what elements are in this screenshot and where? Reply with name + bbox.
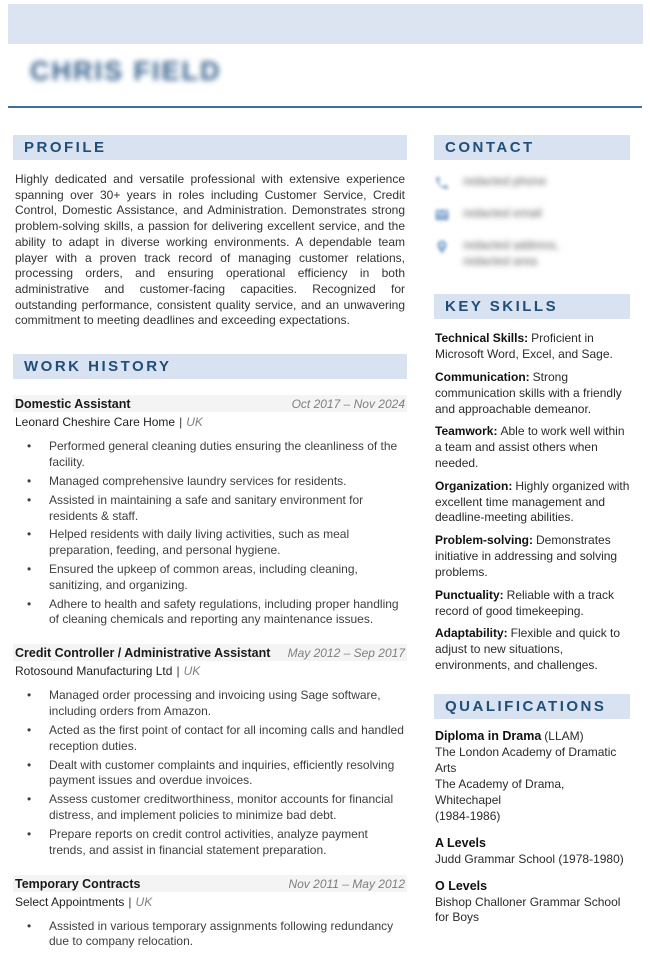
bullet-dot: • <box>27 596 32 611</box>
skill-item <box>435 370 630 417</box>
bullet-dot: • <box>27 757 32 772</box>
bullet-dot: • <box>27 918 32 933</box>
separator: | <box>179 415 183 430</box>
qualifications-heading: QUALIFICATIONS <box>434 694 630 719</box>
job-location: UK <box>186 415 203 430</box>
candidate-name: CHRIS FIELD <box>30 56 222 86</box>
skill-item <box>435 331 630 363</box>
job-title-row <box>13 644 407 661</box>
job-company-line <box>15 664 405 678</box>
job-company: Leonard Cheshire Care Home <box>15 415 176 430</box>
bullet-dot: • <box>27 561 32 576</box>
qualification-detail: The London Academy of Dramatic Arts <box>435 744 617 775</box>
bullet-text: Ensured the upkeep of common areas, including cleaning, sanitizing, and organizing. <box>49 561 358 592</box>
bullet-dot: • <box>27 492 32 507</box>
skill-label: Punctuality: <box>435 587 504 602</box>
skill-label: Problem-solving: <box>435 533 534 548</box>
job-bullets <box>13 688 407 858</box>
profile-heading: PROFILE <box>13 135 407 160</box>
qualification-detail: Bishop Challoner Grammar School for Boys <box>435 894 621 925</box>
job-role: Credit Controller / Administrative Assistant <box>15 646 271 661</box>
bullet-item <box>27 723 407 755</box>
job-dates: Oct 2017 – Nov 2024 <box>291 397 405 412</box>
job-company: Select Appointments <box>15 894 125 909</box>
job-title-row <box>13 875 407 892</box>
qualification-title-line <box>435 878 630 895</box>
skill-label: Communication: <box>435 369 530 384</box>
qualification-name: Diploma in Drama <box>435 728 542 743</box>
bullet-item <box>27 493 407 525</box>
qualification-entry <box>435 728 630 825</box>
bullet-dot: • <box>27 439 32 454</box>
job-entry <box>13 875 407 951</box>
job-bullets <box>13 439 407 628</box>
skill-text: Proficient in Microsoft Word, Excel, and Sage. <box>435 331 613 362</box>
location-icon <box>434 239 450 255</box>
bullet-dot: • <box>27 473 32 488</box>
job-company-line <box>15 415 405 429</box>
contact-item-phone <box>434 174 630 194</box>
skill-label: Technical Skills: <box>435 331 529 346</box>
contact-email-redacted: redacted email <box>463 206 542 220</box>
job-role: Temporary Contracts <box>15 876 141 891</box>
skill-label: Adaptability: <box>435 626 508 641</box>
contact-phone-redacted: redacted phone <box>463 174 547 188</box>
qualification-detail: (1984-1986) <box>435 808 501 823</box>
top-banner-bar <box>8 4 643 44</box>
email-icon <box>434 207 450 223</box>
qualification-title-line <box>435 835 630 852</box>
bullet-item <box>27 827 407 859</box>
qualification-title-line <box>435 728 630 745</box>
job-company: Rotosound Manufacturing Ltd <box>15 664 173 679</box>
bullet-text: Performed general cleaning duties ensuring the cleanliness of the facility. <box>49 439 398 470</box>
qualification-name: O Levels <box>435 878 488 893</box>
contact-address-redacted: redacted address, redacted area <box>463 238 560 268</box>
bullet-text: Assisted in maintaining a safe and sanitary environment for residents & staff. <box>49 492 364 523</box>
job-entry <box>13 395 407 628</box>
bullet-item <box>27 792 407 824</box>
phone-icon <box>434 175 450 191</box>
bullet-dot: • <box>27 527 32 542</box>
bullet-item <box>27 597 407 629</box>
skill-item <box>435 424 630 471</box>
job-title-row <box>13 395 407 412</box>
skill-label: Teamwork: <box>435 424 498 439</box>
skill-text: Able to work well within a team and assist others when needed. <box>435 424 625 470</box>
bullet-text: Adhere to health and safety regulations, including proper handling of cleaning chemicals and reporting any maintenance issues. <box>49 596 399 627</box>
contact-heading: CONTACT <box>434 135 630 160</box>
bullet-text: Acted as the first point of contact for all incoming calls and handled reception duties. <box>49 722 404 753</box>
job-dates: May 2012 – Sep 2017 <box>287 646 405 661</box>
bullet-dot: • <box>27 826 32 841</box>
skill-item <box>435 479 630 526</box>
job-bullets <box>13 919 407 951</box>
bullet-text: Managed comprehensive laundry services for residents. <box>49 473 347 488</box>
skill-text: Demonstrates initiative in addressing and solving problems. <box>435 533 618 579</box>
job-entry <box>13 644 407 858</box>
bullet-dot: • <box>27 688 32 703</box>
job-role: Domestic Assistant <box>15 397 131 412</box>
bullet-item <box>27 758 407 790</box>
qualification-entry <box>435 835 630 868</box>
bullet-text: Dealt with customer complaints and inquiries, efficiently resolving payment issues and overdue invoices. <box>49 757 395 788</box>
bullet-text: Prepare reports on credit control activities, analyze payment trends, and assist in financial statement preparation. <box>49 826 368 857</box>
skill-text: Strong communication skills with a friendly and approachable demeanor. <box>435 369 622 416</box>
qualification-entry <box>435 878 630 927</box>
work-history-heading: WORK HISTORY <box>13 354 407 379</box>
job-dates: Nov 2011 – May 2012 <box>288 876 405 891</box>
bullet-item <box>27 474 407 490</box>
bullet-item <box>27 527 407 559</box>
qualification-suffix: (LLAM) <box>544 728 584 743</box>
qualification-name: A Levels <box>435 835 486 850</box>
bullet-item <box>27 439 407 471</box>
bullet-item <box>27 562 407 594</box>
bullet-text: Assisted in various temporary assignments following redundancy due to company relocation. <box>49 918 394 949</box>
skill-item <box>435 533 630 580</box>
header-divider-line <box>8 106 642 108</box>
separator: | <box>128 894 132 909</box>
skill-item <box>435 588 630 620</box>
bullet-item <box>27 919 407 951</box>
bullet-text: Managed order processing and invoicing using Sage software, including orders from Amazon. <box>49 688 381 719</box>
bullet-dot: • <box>27 722 32 737</box>
contact-item-address <box>434 238 630 269</box>
job-location: UK <box>183 664 201 679</box>
qualification-detail: The Academy of Drama, Whitechapel <box>435 776 565 807</box>
skill-text: Reliable with a track record of good timekeeping. <box>435 587 615 618</box>
bullet-text: Helped residents with daily living activities, such as meal preparation, feeding, and personal hygiene. <box>49 527 350 558</box>
left-column <box>13 135 407 953</box>
content-columns <box>13 135 630 953</box>
contact-item-email <box>434 206 630 226</box>
bullet-dot: • <box>27 792 32 807</box>
skill-text: Flexible and quick to adjust to new situations, environments, and challenges. <box>435 626 621 673</box>
separator: | <box>176 664 180 679</box>
skill-text: Highly organized with excellent time management and deadline-meeting abilities. <box>435 478 630 525</box>
bullet-text: Assess customer creditworthiness, monitor accounts for financial distress, and implement policies to minimize bad debt. <box>49 792 394 823</box>
key-skills-heading: KEY SKILLS <box>434 294 630 319</box>
job-company-line <box>15 895 405 909</box>
profile-text: Highly dedicated and versatile professional with extensive experience spanning over 30+ years in roles including Customer Service, Credit Control, Domestic Assistance, and Administration. Demonstrates strong problem-solving skills, a passion for delivering excellent service, and the ability to adapt in diverse working environments. A dependable team player with a proven track record of managing customer relations, processing orders, and ensuring operational efficiency in both administrative and customer-facing capacities. Recognized for outstanding performance, consistent quality service, and an unwavering commitment to meeting deadlines and exceeding expectations. <box>15 172 405 328</box>
skill-item <box>435 626 630 673</box>
bullet-item <box>27 688 407 720</box>
right-column <box>434 135 630 953</box>
qualification-detail: Judd Grammar School (1978-1980) <box>435 851 624 866</box>
skill-label: Organization: <box>435 478 513 493</box>
job-location: UK <box>135 894 153 909</box>
contact-items <box>434 174 630 269</box>
